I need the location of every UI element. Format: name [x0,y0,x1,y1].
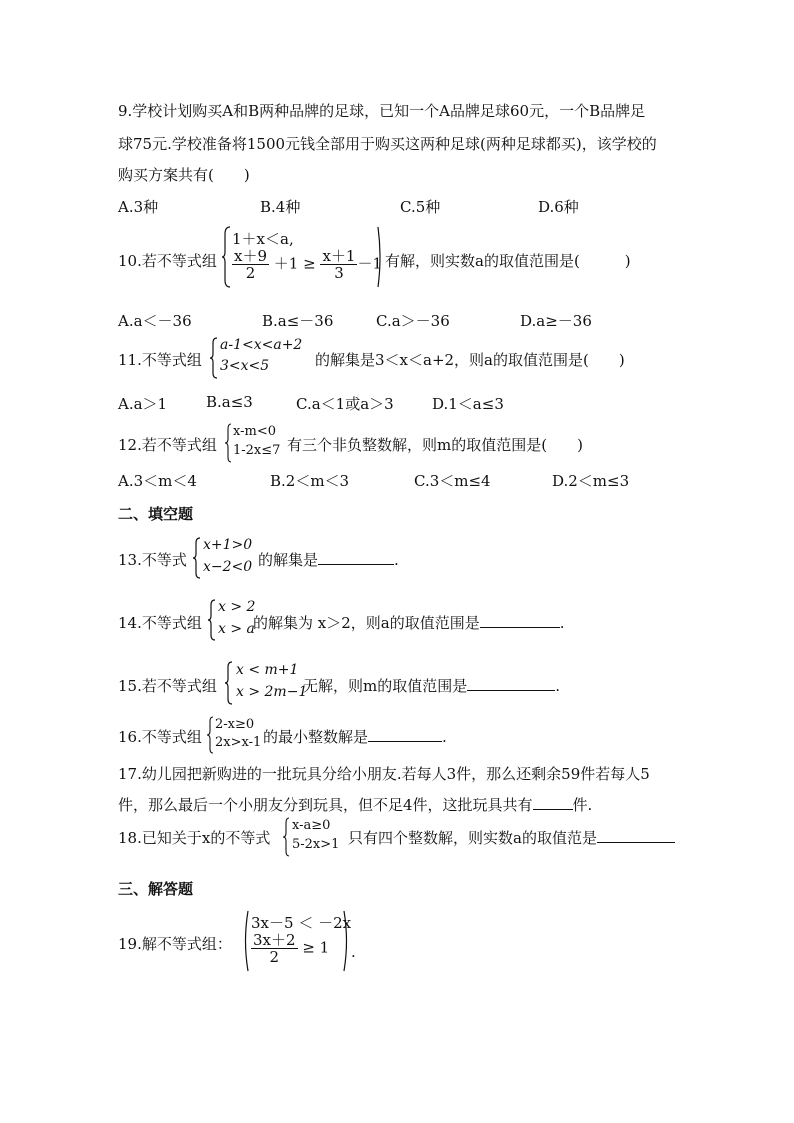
q13-tail [258,549,399,570]
q14-prefix: 14.不等式组 [118,614,202,632]
q14-tail [253,612,565,633]
q17-line2-wrap [118,794,592,815]
q14-system [208,599,258,641]
left-brace-icon [207,716,215,754]
q17-line2: 件，那么最后一个小朋友分到玩具，但不足4件，这批玩具共有 [118,796,533,814]
q12-row2: 1-2x≤7 [233,443,281,458]
q12-suffix: 有三个非负整数解，则m的取值范围是( ) [287,436,583,454]
q10-system [222,226,384,290]
q16-tail [263,726,447,747]
q14-answer-blank[interactable] [480,613,560,628]
q17-line1: 17.幼儿园把新购进的一批玩具分给小朋友.若每人3件，那么还剩余59件若每人5 [118,765,650,783]
q13-end: . [394,551,399,569]
q19-row2 [251,932,329,965]
left-brace-icon [222,226,232,288]
q12-option-d: D.2＜m≤3 [552,472,630,490]
q12-system [225,423,287,463]
q18-suffix: 只有四个整数解，则实数a的取值范是 [348,829,597,847]
q10-frac2-den: 3 [334,264,344,282]
left-brace-icon [193,537,202,579]
q13-suffix: 的解集是 [258,551,319,569]
q9-option-b: B.4种 [260,198,301,216]
q18-tail [348,827,675,848]
q10-row2 [232,248,382,281]
q10-option-d: D.a≥－36 [520,312,592,330]
q9-line2: 球75元.学校准备将1500元钱全部用于购买这两种足球(两种足球都买)，该学校的 [118,135,657,153]
q12-option-a: A.3＜m＜4 [118,472,197,490]
q19-prefix: 19.解不等式组： [118,935,232,953]
q10-option-c: C.a＞－36 [376,312,450,330]
q15-system [225,661,308,705]
q19-row2-tail: ≥ 1 [302,938,330,957]
q9-option-a: A.3种 [118,198,159,216]
q10-row2-tail: －1 [357,254,383,273]
q16-answer-blank[interactable] [368,727,442,742]
q16-row2: 2x>x-1 [215,735,262,750]
q18-row2: 5-2x>1 [292,837,340,852]
q12-option-c: C.3＜m≤4 [414,472,491,490]
q9-line3: 购买方案共有( ) [118,166,250,184]
q15-end: . [555,677,561,695]
q11-row1: a-1<x<a+2 [220,337,303,353]
left-brace-icon [208,599,217,641]
q18-system [283,817,347,857]
q11-option-a: A.a＞1 [118,395,168,413]
q19-row1: 3x－5 ＜ －2x [251,914,352,932]
q15-row1: x < m+1 [236,662,299,678]
q18-answer-blank[interactable] [597,828,675,843]
right-paren-icon [377,226,383,288]
q9-option-c: C.5种 [400,198,441,216]
q10-row1: 1＋x＜a, [232,230,294,248]
q14-row1: x > 2 [218,599,256,615]
q13-answer-blank[interactable] [318,550,394,565]
q9-option-d: D.6种 [538,198,579,216]
left-brace-icon [225,661,234,705]
q15-suffix: 无解，则m的取值范围是 [303,677,468,695]
left-brace-icon [283,817,291,857]
section-heading-solve: 三、解答题 [118,880,194,898]
q11-system [210,337,320,379]
q16-prefix: 16.不等式组 [118,728,202,746]
left-brace-icon [225,423,233,463]
q16-end: . [442,728,447,746]
q11-row2: 3<x<5 [220,358,270,374]
left-paren-icon [242,910,250,972]
q11-option-d: D.1＜a≤3 [432,395,504,413]
q9-line1: 9.学校计划购买A和B两种品牌的足球，已知一个A品牌足球60元，一个B品牌足 [118,102,646,120]
q17-answer-blank[interactable] [533,795,573,810]
q12-prefix: 12.若不等式组 [118,436,217,454]
q15-tail [303,675,560,696]
section-heading-fill-in: 二、填空题 [118,505,194,523]
q10-row2-mid: ＋1 ≥ [273,254,316,273]
q13-system [193,537,259,579]
q10-frac2-num: x＋1 [322,247,356,265]
q10-option-a: A.a＜－36 [118,312,192,330]
q10-option-b: B.a≤－36 [262,312,334,330]
q19-frac-num: 3x＋2 [253,931,296,949]
q13-prefix: 13.不等式 [118,551,187,569]
q10-suffix: 有解，则实数a的取值范围是( ) [385,252,631,270]
q16-system [207,716,267,754]
q12-row1: x-m<0 [233,424,276,439]
q15-prefix: 15.若不等式组 [118,677,217,695]
q16-row1: 2-x≥0 [215,717,255,732]
q10-frac1-den: 2 [245,264,256,282]
q12-option-b: B.2＜m＜3 [270,472,350,490]
q10-prefix: 10.若不等式组 [118,252,217,270]
q13-row1: x+1>0 [203,537,253,553]
q19-system [242,910,358,972]
q11-prefix: 11.不等式组 [118,351,202,369]
left-brace-icon [210,337,219,379]
q18-prefix: 18.已知关于x的不等式 [118,829,271,847]
right-paren-icon [342,910,350,972]
q16-suffix: 的最小整数解是 [263,728,369,746]
q11-option-c: C.a＜1或a＞3 [296,395,394,413]
q10-frac1-num: x＋9 [234,247,268,265]
q13-row2: x−2<0 [203,559,253,575]
q19-frac-den: 2 [269,948,280,966]
q15-answer-blank[interactable] [467,676,555,691]
q14-end: . [559,614,565,632]
q15-row2: x > 2m−1 [236,684,308,700]
q18-row1: x-a≥0 [292,818,331,833]
q14-row2: x > a [218,621,255,637]
q11-option-b: B.a≤3 [206,393,253,411]
q11-suffix: 的解集是3＜x＜a+2，则a的取值范围是( ) [315,351,625,369]
q17-end: 件. [572,796,593,814]
q14-suffix: 的解集为 x＞2，则a的取值范围是 [253,614,480,632]
q19-end: . [351,943,356,961]
